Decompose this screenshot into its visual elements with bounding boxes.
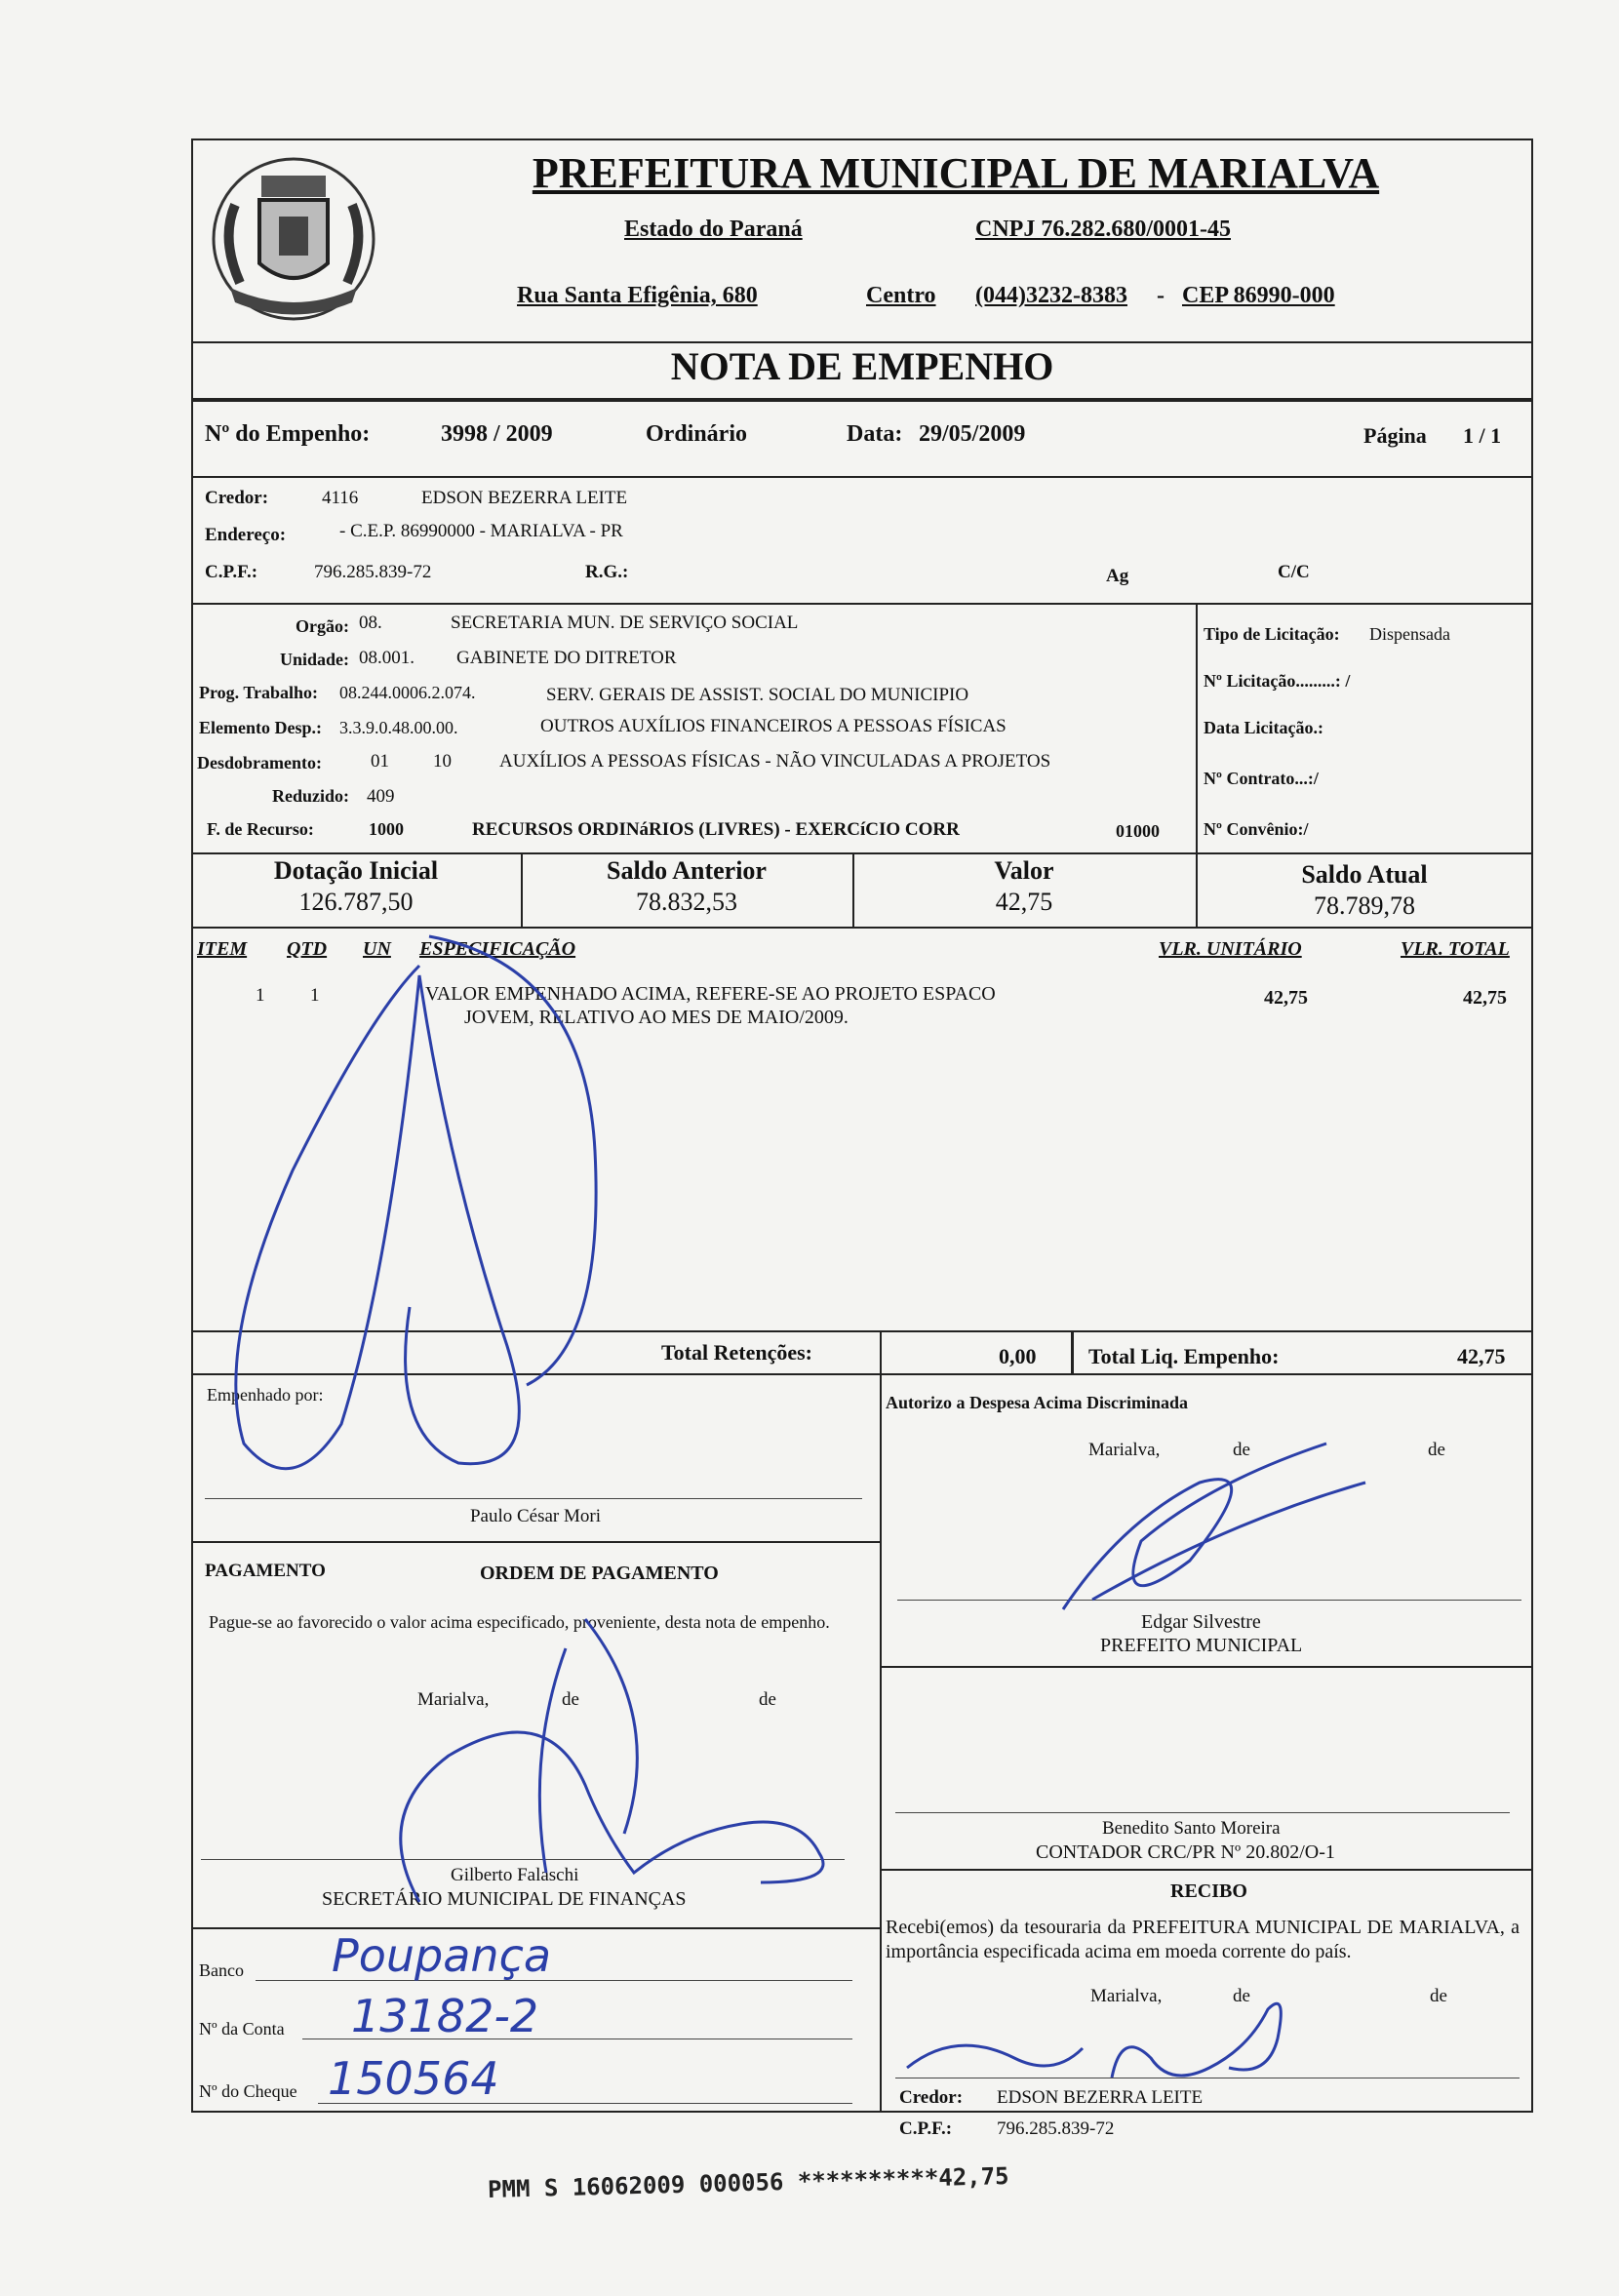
signature-line: [201, 1859, 845, 1860]
col-unit: VLR. UNITÁRIO: [1159, 938, 1302, 960]
dotacao-label: Dotação Inicial: [273, 856, 439, 885]
divider: [880, 1373, 882, 2113]
contador-role: CONTADOR CRC/PR Nº 20.802/O-1: [1036, 1841, 1335, 1863]
orgao-desc: SECRETARIA MUN. DE SERVIÇO SOCIAL: [451, 613, 799, 633]
col-un: UN: [363, 938, 391, 960]
header-phone: (044)3232-8383: [975, 283, 1127, 308]
row-spec-line2: JOVEM, RELATIVO AO MES DE MAIO/2009.: [464, 1007, 849, 1028]
page-label: Página: [1363, 423, 1427, 448]
recibo-city: Marialva,: [1090, 1986, 1163, 2006]
divider: [880, 1330, 882, 1373]
divider: [191, 1373, 1533, 1375]
divider: [191, 476, 1533, 478]
divider: [1196, 603, 1198, 854]
endereco-label: Endereço:: [205, 525, 287, 545]
pagamento-city: Marialva,: [417, 1689, 490, 1710]
divider: [191, 398, 1533, 402]
prog-label: Prog. Trabalho:: [199, 683, 319, 702]
coat-of-arms-icon: [201, 146, 386, 332]
col-spec: ESPECIFICAÇÃO: [419, 938, 576, 960]
pagamento-signer: Gilberto Falaschi: [451, 1865, 579, 1885]
autorizo-signer: Edgar Silvestre: [1141, 1611, 1261, 1633]
header-cep: CEP 86990-000: [1182, 283, 1335, 308]
data-licitacao: Data Licitação.:: [1204, 718, 1323, 737]
conta-handwritten: 13182-2: [351, 1990, 539, 2042]
fonte-desc: RECURSOS ORDINáRIOS (LIVRES) - EXERCíCIO CORR: [472, 819, 960, 840]
contador-signer: Benedito Santo Moreira: [1102, 1818, 1281, 1839]
atual-value: 78.789,78: [1314, 891, 1415, 920]
cheque-handwritten: 150564: [328, 2052, 499, 2105]
row-spec-line1: VALOR EMPENHADO ACIMA, REFERE-SE AO PROJETO ESPACO: [425, 983, 996, 1005]
cpf-value: 796.285.839-72: [314, 562, 432, 582]
col-qtd: QTD: [287, 938, 328, 960]
liquido-value: 42,75: [1457, 1344, 1506, 1368]
retencoes-label: Total Retenções:: [661, 1340, 812, 1365]
ordem-label: ORDEM DE PAGAMENTO: [480, 1563, 719, 1584]
fonte-label: F. de Recurso:: [207, 819, 314, 839]
rg-label: R.G.:: [585, 562, 629, 582]
header-title: PREFEITURA MUNICIPAL DE MARIALVA: [532, 149, 1380, 197]
col-total: VLR. TOTAL: [1401, 938, 1510, 960]
autorizo-city: Marialva,: [1088, 1440, 1161, 1460]
orgao-label: Orgão:: [296, 616, 349, 636]
signature-line: [897, 1600, 1521, 1601]
orgao-code: 08.: [359, 613, 382, 633]
banco-label: Banco: [199, 1960, 244, 1980]
fonte-code2: 01000: [1116, 821, 1160, 841]
header-separator: -: [1157, 283, 1165, 308]
payment-stamp: PMM S 16062009 000056 **********42,75: [487, 2162, 1009, 2203]
recibo-credor: EDSON BEZERRA LEITE: [997, 2087, 1204, 2108]
liquido-label: Total Liq. Empenho:: [1088, 1344, 1280, 1368]
elem-code: 3.3.9.0.48.00.00.: [339, 718, 458, 737]
row-item: 1: [256, 985, 265, 1006]
document-title: NOTA DE EMPENHO: [670, 344, 1054, 388]
recibo-text: Recebi(emos) da tesouraria da PREFEITURA MUNICIPAL DE MARIALVA, a importância especificada acima em moeda corrente do país.: [886, 1917, 1520, 1962]
page-number: 1 / 1: [1463, 423, 1502, 448]
signature-line: [205, 1498, 862, 1499]
fonte-code: 1000: [369, 819, 404, 839]
cheque-label: Nº do Cheque: [199, 2081, 297, 2101]
atual-label: Saldo Atual: [1301, 860, 1428, 889]
autorizo-de1: de: [1233, 1440, 1250, 1460]
recibo-label: RECIBO: [1170, 1880, 1247, 1902]
header-cnpj: CNPJ 76.282.680/0001-45: [975, 217, 1231, 242]
pagamento-role: SECRETÁRIO MUNICIPAL DE FINANÇAS: [322, 1888, 687, 1910]
ag-label: Ag: [1106, 566, 1129, 586]
anterior-label: Saldo Anterior: [607, 856, 767, 885]
divider: [880, 1869, 1533, 1871]
numero-contrato: Nº Contrato...:/: [1204, 769, 1319, 788]
autorizo-de2: de: [1428, 1440, 1445, 1460]
prog-desc: SERV. GERAIS DE ASSIST. SOCIAL DO MUNICIPIO: [546, 685, 969, 705]
divider: [191, 927, 1533, 929]
row-qtd: 1: [310, 985, 320, 1006]
valor-label: Valor: [994, 856, 1054, 885]
header-district: Centro: [866, 283, 936, 308]
desd-desc: AUXÍLIOS A PESSOAS FÍSICAS - NÃO VINCULADAS A PROJETOS: [499, 751, 1051, 772]
cpf-label: C.P.F.:: [205, 562, 258, 582]
unidade-label: Unidade:: [279, 650, 349, 669]
empenho-number-label: Nº do Empenho:: [205, 421, 371, 447]
dotacao-value: 126.787,50: [298, 888, 414, 916]
valor-value: 42,75: [995, 888, 1053, 916]
header-address: Rua Santa Efigênia, 680: [517, 283, 758, 308]
empenho-number: 3998 / 2009: [441, 421, 553, 447]
autorizo-role: PREFEITO MUNICIPAL: [1100, 1635, 1303, 1656]
recibo-credor-label: Credor:: [899, 2087, 964, 2108]
pagamento-de1: de: [562, 1689, 579, 1710]
unidade-desc: GABINETE DO DITRETOR: [456, 648, 677, 668]
row-unit: 42,75: [1264, 987, 1308, 1009]
signature-line: [895, 1812, 1510, 1813]
empenhado-signer: Paulo César Mori: [469, 1506, 602, 1526]
empenho-type: Ordinário: [646, 421, 748, 447]
prog-code: 08.244.0006.2.074.: [339, 683, 476, 702]
anterior-value: 78.832,53: [636, 888, 737, 916]
desd-label: Desdobramento:: [197, 753, 322, 772]
reduzido-label: Reduzido:: [271, 786, 349, 806]
divider: [1071, 1330, 1074, 1373]
divider: [880, 1666, 1533, 1668]
col-item: ITEM: [197, 938, 248, 960]
divider: [191, 852, 1533, 854]
unidade-code: 08.001.: [359, 648, 415, 668]
header-state: Estado do Paraná: [624, 217, 803, 242]
credor-label: Credor:: [205, 488, 269, 508]
desd-code1: 01: [371, 751, 389, 772]
divider: [191, 1541, 880, 1543]
reduzido-code: 409: [367, 786, 395, 807]
numero-licitacao: Nº Licitação.........: /: [1204, 671, 1351, 691]
conta-label: Nº da Conta: [199, 2019, 285, 2039]
tipo-licitacao: Dispensada: [1369, 624, 1450, 644]
recibo-de2: de: [1430, 1986, 1447, 2006]
row-total: 42,75: [1463, 987, 1507, 1009]
divider: [191, 603, 1533, 605]
recibo-cpf: 796.285.839-72: [997, 2118, 1115, 2139]
retencoes-value: 0,00: [999, 1344, 1037, 1368]
pagamento-de2: de: [759, 1689, 776, 1710]
banco-handwritten: Poupança: [332, 1929, 552, 1982]
divider: [191, 1330, 1533, 1332]
recibo-cpf-label: C.P.F.:: [899, 2118, 953, 2139]
elem-desc: OUTROS AUXÍLIOS FINANCEIROS A PESSOAS FÍSICAS: [540, 716, 1007, 736]
desd-code2: 10: [433, 751, 452, 772]
elem-label: Elemento Desp.:: [199, 718, 322, 737]
tipo-licitacao-label: Tipo de Licitação:: [1204, 624, 1340, 644]
pagamento-text: Pague-se ao favorecido o valor acima especificado, proveniente, desta nota de empenho.: [209, 1612, 830, 1632]
empenho-date-label: Data:: [847, 421, 903, 447]
empenho-date: 29/05/2009: [919, 421, 1026, 447]
numero-convenio: Nº Convênio:/: [1204, 819, 1309, 839]
empenhado-label: Empenhado por:: [207, 1385, 324, 1405]
credor-code: 4116: [322, 488, 359, 508]
pagamento-label: PAGAMENTO: [205, 1561, 326, 1581]
endereco-value: - C.E.P. 86990000 - MARIALVA - PR: [339, 521, 623, 541]
autorizo-label: Autorizo a Despesa Acima Discriminada: [886, 1393, 1188, 1412]
credor-name: EDSON BEZERRA LEITE: [421, 488, 628, 508]
cc-label: C/C: [1278, 562, 1310, 582]
recibo-de1: de: [1233, 1986, 1250, 2006]
